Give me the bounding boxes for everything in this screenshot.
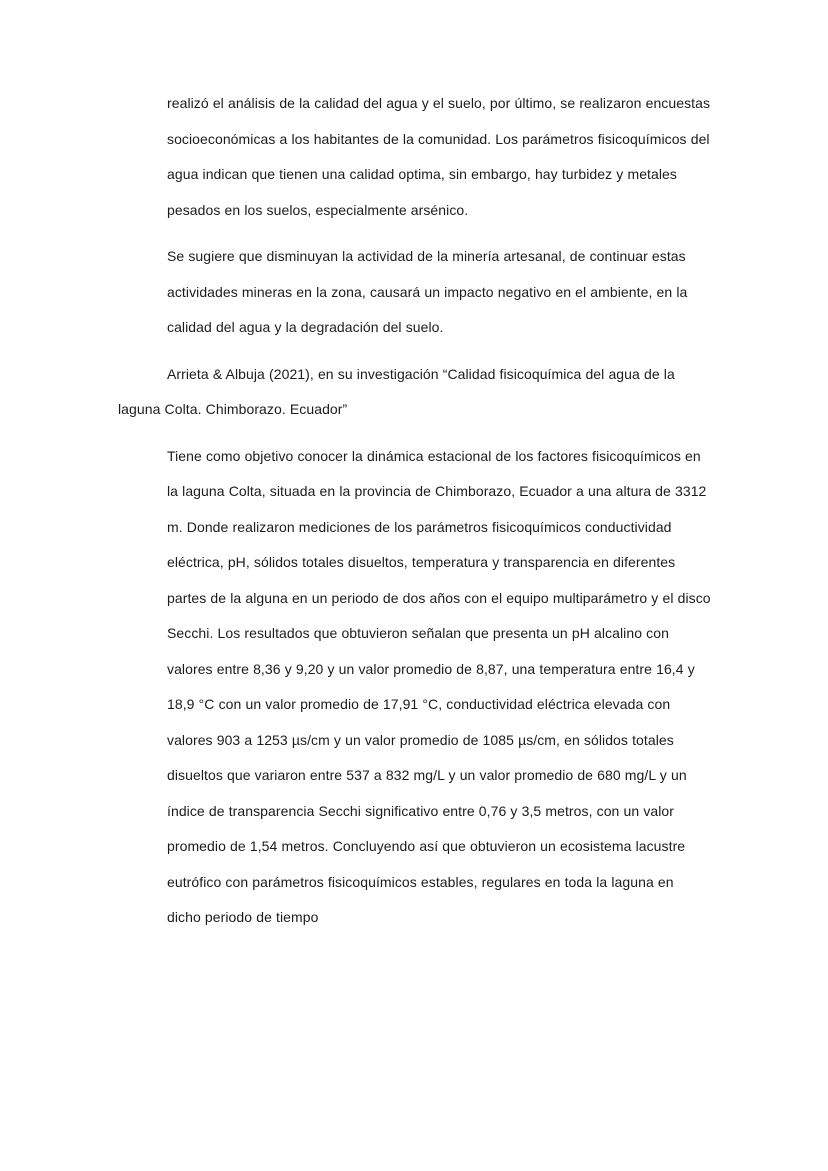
- paragraph-resumen-estudio-colta: Tiene como objetivo conocer la dinámica estacional de los factores fisicoquímicos en la laguna Colta, situada en la provincia de Chimborazo, Ecuador a una altura de 3312 m. Donde realizaron mediciones de los parámetros fisicoquímicos conductividad eléctrica, pH, sólidos totales disueltos, temperatura y transparencia en diferentes partes de la alguna en un periodo de dos años con el equipo multiparámetro y el disco Secchi. Los resultados que obtuvieron señalan que presenta un pH alcalino con valores entre 8,36 y 9,20 y un valor promedio de 8,87, una temperatura entre 16,4 y 18,9 °C con un valor promedio de 17,91 °C, conductividad eléctrica elevada con valores 903 a 1253 µs/cm y un valor promedio de 1085 µs/cm, en sólidos totales disueltos que variaron entre 537 a 832 mg/L y un valor promedio de 680 mg/L y un índice de transparencia Secchi significativo entre 0,76 y 3,5 metros, con un valor promedio de 1,54 metros. Concluyendo así que obtuvieron un ecosistema lacustre eutrófico con parámetros fisicoquímicos estables, regulares en toda la laguna en dicho periodo de tiempo: [167, 447, 711, 925]
- paragraph-analisis-calidad: realizó el análisis de la calidad del agua y el suelo, por último, se realizaron encuestas socioeconómicas a los habitantes de la comunidad. Los parámetros fisicoquímicos del agua indican que tienen una calidad optima, sin embargo, hay turbidez y metales pesados en los suelos, especialmente arsénico.: [167, 95, 711, 218]
- paragraph-sugerencia-mineria: Se sugiere que disminuyan la actividad de la minería artesanal, de continuar estas actividades mineras en la zona, causará un impacto negativo en el ambiente, en la calidad del agua y la degradación del suelo.: [167, 248, 688, 335]
- paragraph-cita-arrieta-albuja: Arrieta & Albuja (2021), en su investigación “Calidad fisicoquímica del agua de la laguna Colta. Chimborazo. Ecuador”: [118, 365, 675, 417]
- document-text-body: [118, 86, 718, 936]
